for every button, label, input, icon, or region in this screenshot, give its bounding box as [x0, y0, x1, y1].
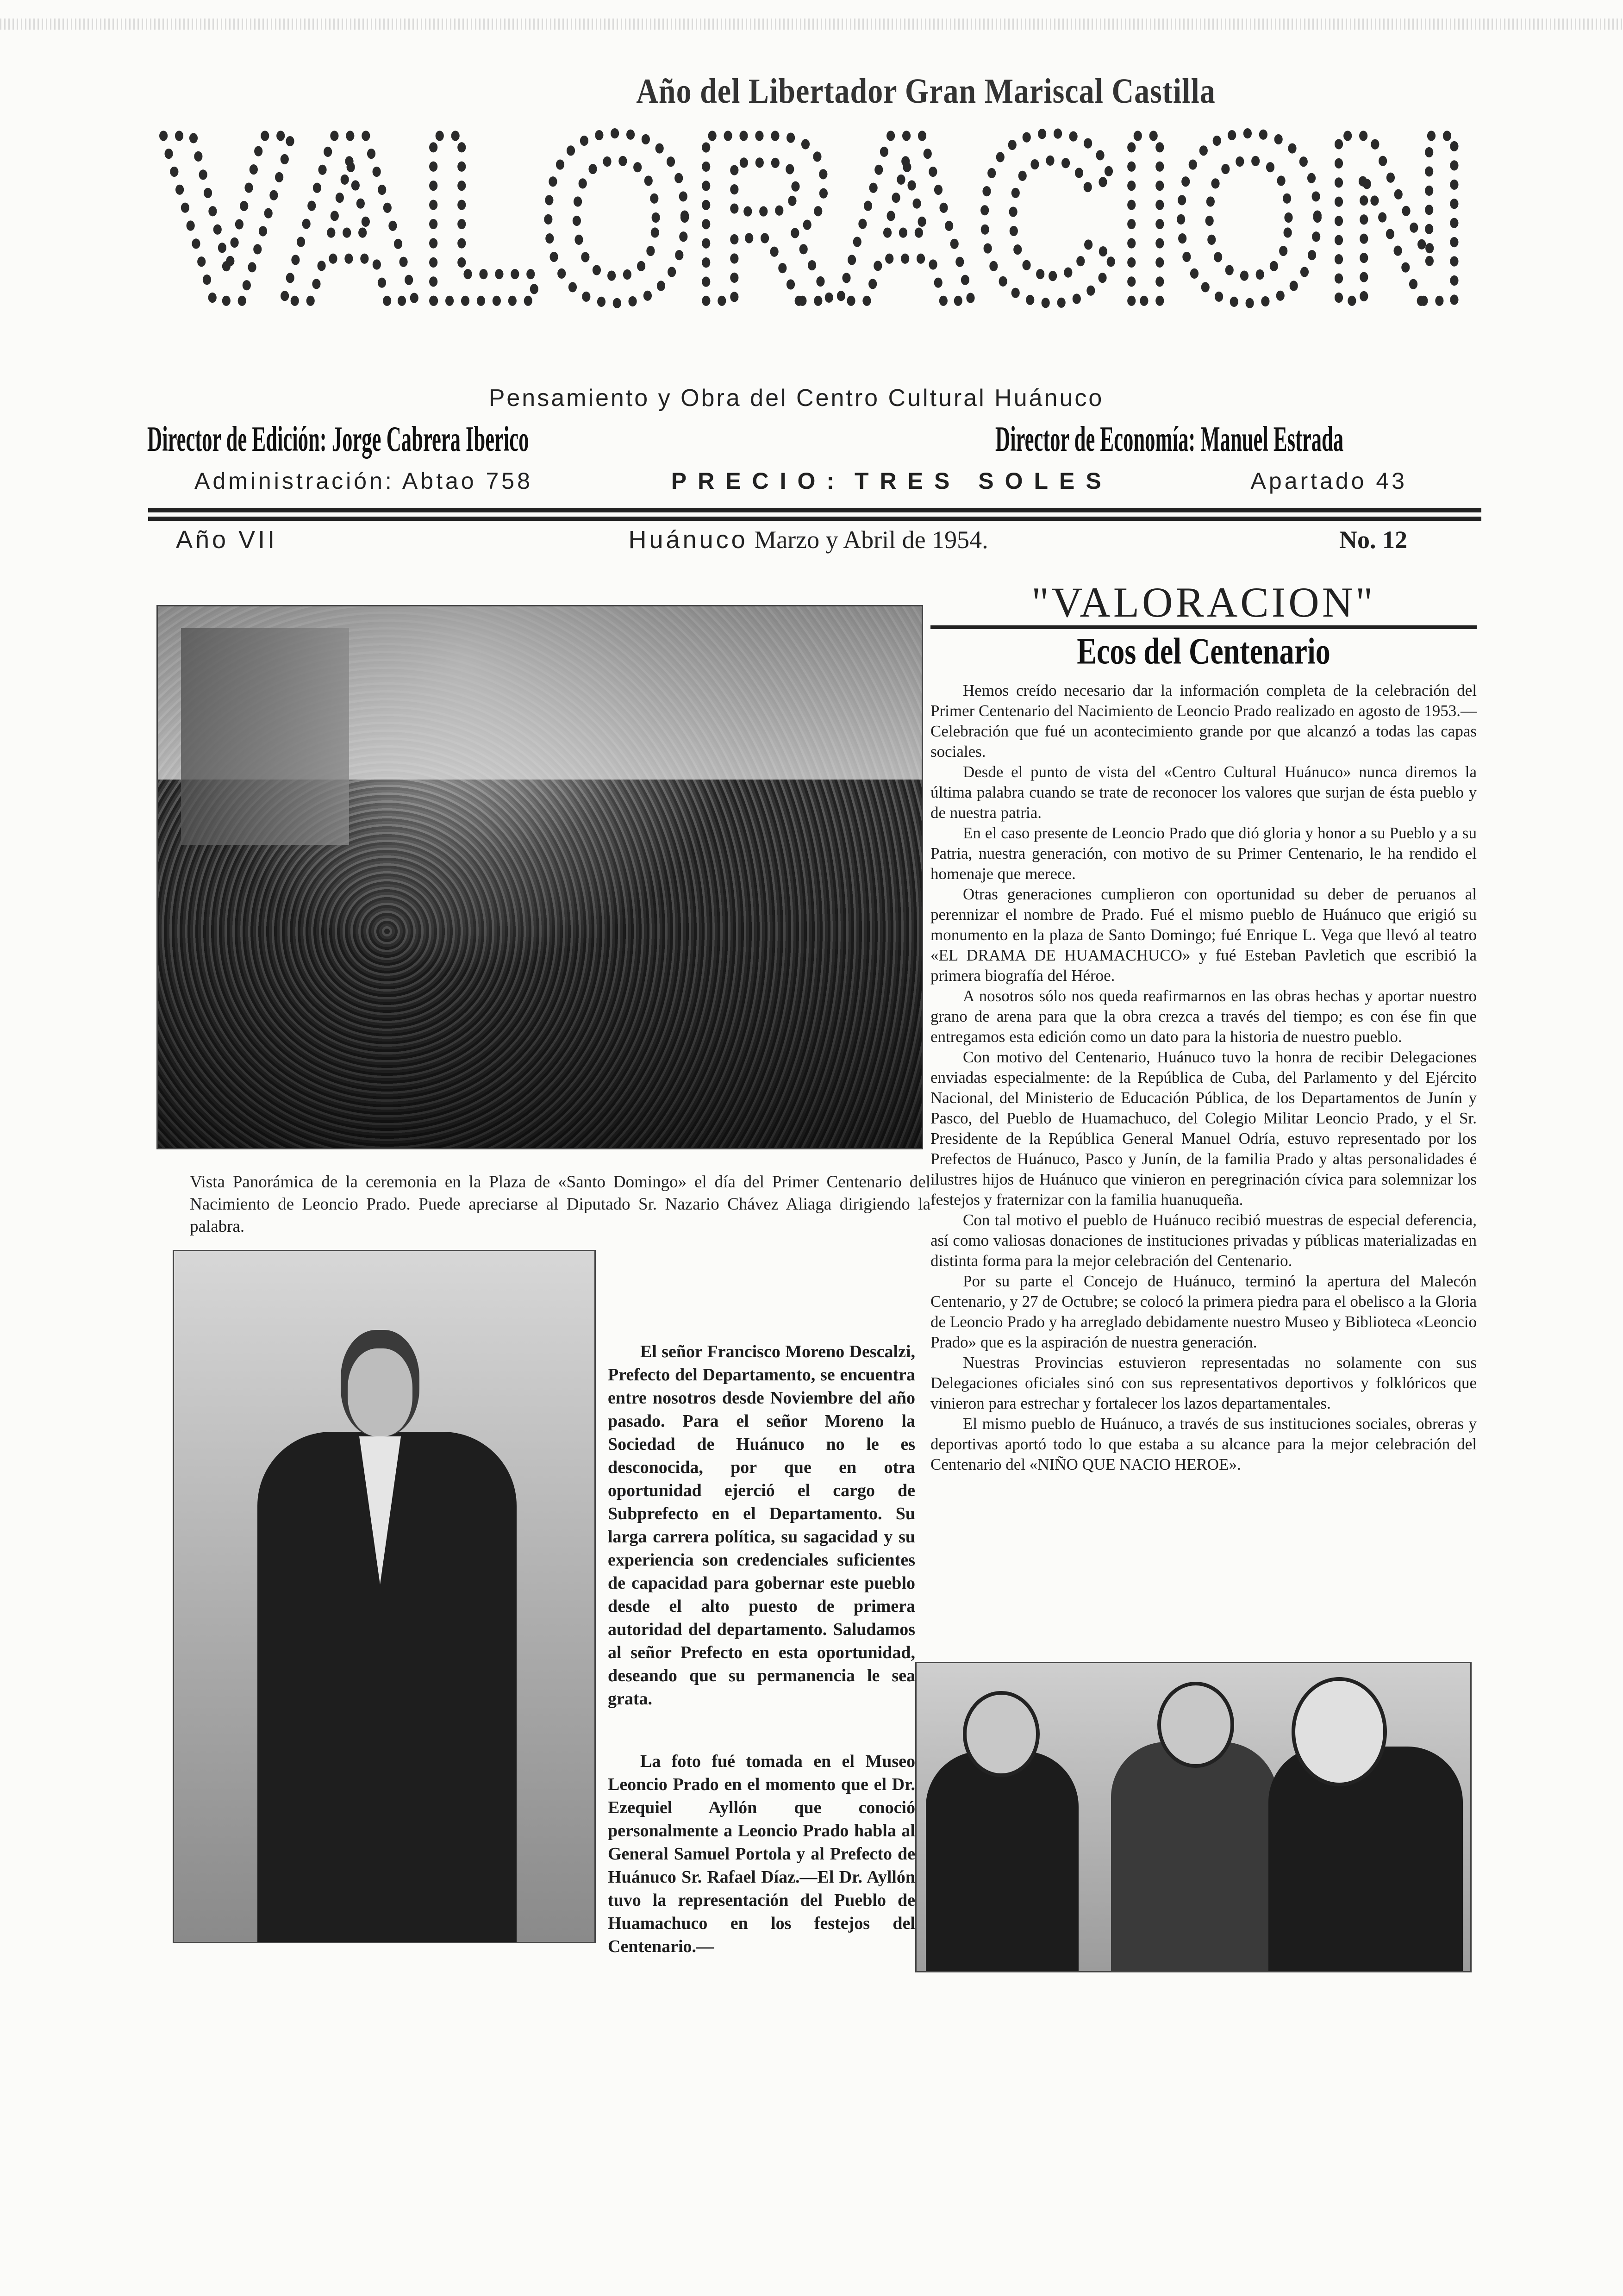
date: Marzo y Abril de 1954. [754, 526, 988, 554]
article-paragraph: Desde el punto de vista del «Centro Cultural Huánuco» nunca diremos la última palabra cuando se trate de reconocer los valores que surjan de ésta pueblo y de nuestra patria. [930, 763, 1477, 822]
double-rule-top [148, 508, 1481, 512]
portrait-face [348, 1348, 412, 1436]
article-paragraph: Nuestras Provincias estuvieron representadas no solamente con sus Delegaciones oficiales sinó con sus representativos deportivos y folklóricos que vinieron para estrechar y fortalecer los lazos departamentales. [930, 1354, 1477, 1412]
article-paragraph: En el caso presente de Leoncio Prado que dió gloria y honor a su Pueblo y a su Patria, nuestra generación, con motivo de su Primer Centenario, le ha rendido el homenaje que merece. [930, 824, 1477, 883]
price-label: PRECIO: [671, 468, 846, 494]
year-number: Año VII [176, 526, 278, 554]
issue-number: No. 12 [1339, 526, 1407, 554]
article-body [930, 680, 1477, 1475]
city: Huánuco [628, 526, 748, 554]
apartado: Apartado 43 [1250, 468, 1407, 494]
article-paragraph: Otras generaciones cumplieron con oportunidad su deber de peruanos al perennizar el nombre de Prado. Fué el mismo pueblo de Huánuco que erigió su monumento en la plaza de Santo Domingo; fué Enrique L. Vega que llevó al teatro «EL DRAMA DE HUAMACHUCO» y fué Esteban Pavletich que escribió la primera biografía del Héroe. [930, 885, 1477, 985]
masthead-logo [157, 123, 1472, 373]
headline-text: Ecos del Centenario [1077, 630, 1330, 672]
dateline [629, 525, 988, 554]
figure-head [963, 1691, 1040, 1777]
article-paragraph: A nosotros sólo nos queda reafirmarnos en las obras hechas y aportar nuestro grano de arena para que la obra crezca a través del tiempo; es con ése fin que entregamos esta edición como un dato para la historia de nuestro pueblo. [930, 987, 1477, 1046]
article-paragraph: Hemos creído necesario dar la información completa de la celebración del Primer Centenario del Nacimiento de Leoncio Prado realizado en agosto de 1953.—Celebración que fué un acontecimiento grande por que alcanzó a todas las capas sociales. [930, 681, 1477, 761]
museum-group-photo [915, 1662, 1472, 1972]
museum-paragraph: La foto fué tomada en el Museo Leoncio Prado en el momento que el Dr. Ezequiel Ayllón que conoció personalmente a Leoncio Prado habla al General Samuel Portola y al Prefecto de Huánuco Sr. Rafael Díaz.—El Dr. Ayllón tuvo la representación del Pueblo de Huamachuco en los festejos del Centenario.— [608, 1752, 915, 1956]
admin-line [194, 468, 1407, 494]
figure-general [1111, 1742, 1278, 1972]
figure-head [1292, 1677, 1387, 1786]
crowd-ceremony-photo [156, 605, 923, 1149]
figure-doctor [1268, 1747, 1463, 1972]
issue-line [176, 525, 1407, 554]
director-edicion: Director de Edición: Jorge Cabrera Iberico [147, 419, 529, 459]
prefect-paragraph: El señor Francisco Moreno Descalzi, Prefecto del Departamento, se encuentra entre nosotros desde Noviembre del año pasado. Para el señor Moreno la Sociedad de Huánuco no le es desconocida, por que en otra oportunidad ejerció el cargo de Subprefecto en el Departamento. Su larga carrera política, su sagacidad y su experiencia son credenciales suficientes de capacidad para gobernar este pueblo desde el alto puesto de primera autoridad del departamento. Saludamos al señor Prefecto en esta oportunidad, deseando que su permanencia le sea grata. [608, 1342, 915, 1709]
article-paragraph: El mismo pueblo de Huánuco, a través de sus instituciones sociales, obreras y deportivas aportó todo lo que estaba a su alcance para la mejor celebración del Centenario del «NIÑO QUE NACIO HEROE». [930, 1415, 1477, 1473]
director-economia: Director de Economía: Manuel Estrada [995, 419, 1344, 459]
figure-head [1157, 1682, 1234, 1768]
article-headline [930, 630, 1477, 672]
article-paragraph: Con motivo del Centenario, Huánuco tuvo la honra de recibir Delegaciones enviadas especialmente: de la República de Cuba, del Parlamento y del Ejército Nacional, del Ministerio de Educación Pública, de los Departamentos de Junín y Pasco, del Pueblo de Huamachuco, del Colegio Militar Leoncio Prado, y el Sr. Presidente de la República General Manuel Odría, estuvo representado por los Prefectos de Huánuco, Pasco y Junín, de la familia Prado y altas personalidades é ilustres hijos de Huánuco que vinieron en peregrinación cívica para solemnizar los festejos y fraternizar con la familia huanuqueña. [930, 1048, 1477, 1209]
photo-building [181, 628, 349, 845]
subtitle: Pensamiento y Obra del Centro Cultural Huánuco [488, 385, 1104, 412]
price [671, 468, 1112, 494]
article-paragraph: Con tal motivo el pueblo de Huánuco recibió muestras de especial deferencia, así como valiosas donaciones de instituciones privadas y públicas materializadas en distinta forma para la mejor celebración del Centenario. [930, 1211, 1477, 1270]
crowd-photo-caption: Vista Panorámica de la ceremonia en la Plaza de «Santo Domingo» el día del Primer Centenario del Nacimiento de Leoncio Prado. Puede apreciarse al Diputado Sr. Nazario Chávez Aliaga dirigiendo la palabra. [190, 1173, 930, 1236]
double-rule-bottom [148, 517, 1481, 521]
price-value: TRES SOLES [855, 468, 1112, 494]
section-title: "VALORACION" [930, 581, 1477, 629]
prefect-text [608, 1340, 915, 1710]
prefect-portrait-photo [173, 1250, 596, 1943]
museum-photo-text [608, 1750, 915, 1958]
figure-military-officer [926, 1751, 1079, 1972]
masthead-dotted-title: VALORACION [162, 123, 1467, 352]
year-motto: Año del Libertador Gran Mariscal Castilla [636, 72, 1216, 111]
administracion: Administración: Abtao 758 [194, 468, 533, 494]
article-paragraph: Por su parte el Concejo de Huánuco, terminó la apertura del Malecón Centenario, y 27 de Octubre; se colocó la primera piedra para el obelisco a la Gloria de Leoncio Prado y ha arreglado debidamente nuestro Museo y Biblioteca «Leoncio Prado» que es la aspiración de nuestra generación. [930, 1272, 1477, 1351]
scan-edge-noise [0, 19, 1623, 30]
